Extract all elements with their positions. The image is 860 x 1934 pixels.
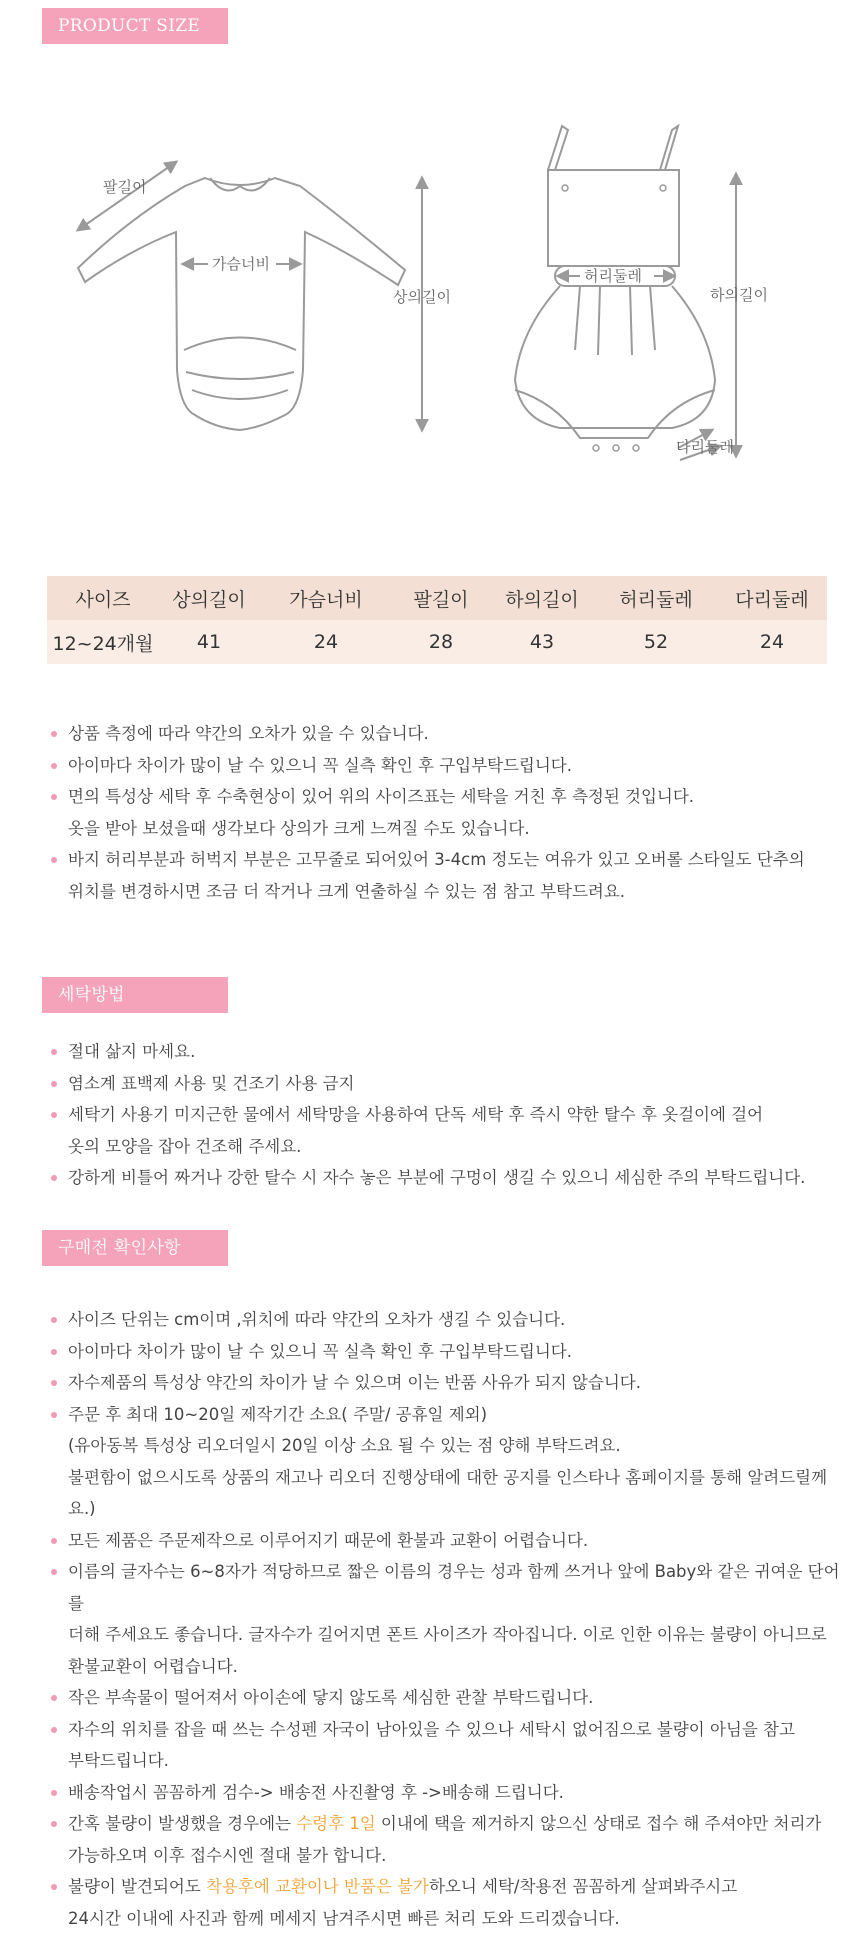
note-text: 이내에 택을 제거하지 않으신 상태로 접수 해 주셔야만 처리가 bbox=[376, 1814, 822, 1833]
list-item-defect bbox=[50, 1808, 850, 1871]
list-item bbox=[50, 1714, 850, 1777]
table-cell: 52 bbox=[595, 620, 717, 664]
size-notes-list bbox=[50, 718, 850, 907]
note-line: 바지 허리부분과 허벅지 부분은 고무줄로 되어있어 3-4cm 정도는 여유가 있고 오버롤 스타일도 단추의 bbox=[68, 844, 850, 876]
note-line: 배송작업시 꼼꼼하게 검수-> 배송전 사진촬영 후 ->배송해 드립니다. bbox=[68, 1777, 850, 1809]
label-sleeve: 팔길이 bbox=[103, 178, 146, 196]
list-item bbox=[50, 844, 850, 907]
table-cell: 28 bbox=[393, 620, 489, 664]
label-leg: 다리둘레 bbox=[676, 438, 734, 456]
list-item bbox=[50, 1336, 850, 1368]
note-line: 면의 특성상 세탁 후 수축현상이 있어 위의 사이즈표는 세탁을 거친 후 측정된 것입니다. bbox=[68, 781, 850, 813]
note-text: 불량이 발견되어도 bbox=[68, 1877, 206, 1896]
section-title-product-size: PRODUCT SIZE bbox=[42, 8, 228, 44]
table-cell: 43 bbox=[489, 620, 595, 664]
garment-size-diagram bbox=[0, 90, 860, 490]
list-item-exchange bbox=[50, 1871, 850, 1934]
note-line: 아이마다 차이가 많이 날 수 있으니 꼭 실측 확인 후 구입부탁드립니다. bbox=[68, 750, 850, 782]
note-line: 주문 후 최대 10~20일 제작기간 소요( 주말/ 공휴일 제외) bbox=[68, 1399, 850, 1431]
note-line: 강하게 비틀어 짜거나 강한 탈수 시 자수 놓은 부분에 구멍이 생길 수 있으니 세심한 주의 부탁드립니다. bbox=[68, 1162, 850, 1194]
note-line: 모든 제품은 주문제작으로 이루어지기 때문에 환불과 교환이 어렵습니다. bbox=[68, 1525, 850, 1557]
list-item bbox=[50, 718, 850, 750]
note-line: 위치를 변경하시면 조금 더 작거나 크게 연출하실 수 있는 점 참고 부탁드려요. bbox=[68, 876, 850, 908]
before-purchase-list bbox=[50, 1304, 850, 1934]
note-line: 24시간 이내에 사진과 함께 메세지 남겨주시면 빠른 처리 도와 드리겠습니다. bbox=[68, 1903, 850, 1934]
label-waist: 허리둘레 bbox=[584, 267, 642, 285]
size-table bbox=[47, 576, 827, 664]
note-text: 간혹 불량이 발생했을 경우에는 bbox=[68, 1814, 296, 1833]
table-cell: 41 bbox=[159, 620, 259, 664]
note-line: 부탁드립니다. bbox=[68, 1745, 850, 1777]
table-header-cell: 상의길이 bbox=[159, 576, 259, 620]
note-line bbox=[68, 1808, 850, 1840]
list-item bbox=[50, 1162, 850, 1194]
note-line: 자수제품의 특성상 약간의 차이가 날 수 있으며 이는 반품 사유가 되지 않습니다. bbox=[68, 1367, 850, 1399]
list-item bbox=[50, 1099, 850, 1162]
note-line: 불편함이 없으시도록 상품의 재고나 리오더 진행상태에 대한 공지를 인스타나 홈페이지를 통해 알려드릴께요.) bbox=[68, 1462, 850, 1525]
table-header-cell: 허리둘레 bbox=[595, 576, 717, 620]
table-cell: 24 bbox=[717, 620, 827, 664]
list-item bbox=[50, 1525, 850, 1557]
list-item bbox=[50, 1367, 850, 1399]
table-row bbox=[47, 620, 827, 664]
list-item bbox=[50, 1304, 850, 1336]
note-line: 염소계 표백제 사용 및 건조기 사용 금지 bbox=[68, 1068, 850, 1100]
list-item bbox=[50, 1399, 850, 1525]
table-header-cell: 가슴너비 bbox=[259, 576, 393, 620]
list-item bbox=[50, 1682, 850, 1714]
label-top-length: 상의길이 bbox=[393, 288, 451, 306]
table-header-cell: 하의길이 bbox=[489, 576, 595, 620]
label-chest: 가슴너비 bbox=[212, 255, 270, 273]
note-line: 절대 삶지 마세요. bbox=[68, 1036, 850, 1068]
list-item bbox=[50, 1036, 850, 1068]
list-item bbox=[50, 1556, 850, 1682]
list-item bbox=[50, 1068, 850, 1100]
note-line: 옷의 모양을 잡아 건조해 주세요. bbox=[68, 1131, 850, 1163]
note-line: 자수의 위치를 잡을 때 쓰는 수성펜 자국이 남아있을 수 있으나 세탁시 없어짐으로 불량이 아님을 참고 bbox=[68, 1714, 850, 1746]
table-cell: 12~24개월 bbox=[47, 620, 159, 664]
table-cell: 24 bbox=[259, 620, 393, 664]
highlight-text: 수령후 1일 bbox=[296, 1814, 376, 1833]
note-line: 이름의 글자수는 6~8자가 적당하므로 짧은 이름의 경우는 성과 함께 쓰거나 앞에 Baby와 같은 귀여운 단어를 bbox=[68, 1556, 850, 1619]
table-header-cell: 다리둘레 bbox=[717, 576, 827, 620]
note-line: (유아동복 특성상 리오더일시 20일 이상 소요 될 수 있는 점 양해 부탁드려요. bbox=[68, 1430, 850, 1462]
table-header-cell: 사이즈 bbox=[47, 576, 159, 620]
note-line: 상품 측정에 따라 약간의 오차가 있을 수 있습니다. bbox=[68, 718, 850, 750]
note-line: 세탁기 사용기 미지근한 물에서 세탁망을 사용하여 단독 세탁 후 즉시 약한 탈수 후 옷걸이에 걸어 bbox=[68, 1099, 850, 1131]
note-line: 가능하오며 이후 접수시엔 절대 불가 합니다. bbox=[68, 1840, 850, 1872]
note-line: 더해 주세요도 좋습니다. 글자수가 길어지면 폰트 사이즈가 작아집니다. 이로 인한 이유는 불량이 아니므로 bbox=[68, 1619, 850, 1651]
note-line: 아이마다 차이가 많이 날 수 있으니 꼭 실측 확인 후 구입부탁드립니다. bbox=[68, 1336, 850, 1368]
note-line bbox=[68, 1871, 850, 1903]
table-header-cell: 팔길이 bbox=[393, 576, 489, 620]
note-text: 하오니 세탁/착용전 꼼꼼하게 살펴봐주시고 bbox=[429, 1877, 737, 1896]
highlight-text: 착용후에 교환이나 반품은 불가 bbox=[206, 1877, 429, 1896]
section-title-before-purchase: 구매전 확인사항 bbox=[42, 1230, 228, 1266]
note-line: 환불교환이 어렵습니다. bbox=[68, 1651, 850, 1683]
list-item bbox=[50, 750, 850, 782]
label-bottom-length: 하의길이 bbox=[710, 286, 768, 304]
note-line: 사이즈 단위는 cm이며 ,위치에 따라 약간의 오차가 생길 수 있습니다. bbox=[68, 1304, 850, 1336]
bodysuit-illustration bbox=[78, 178, 405, 430]
list-item bbox=[50, 781, 850, 844]
washing-list bbox=[50, 1036, 850, 1194]
size-table-header-row bbox=[47, 576, 827, 620]
note-line: 옷을 받아 보셨을때 생각보다 상의가 크게 느껴질 수도 있습니다. bbox=[68, 813, 850, 845]
list-item bbox=[50, 1777, 850, 1809]
note-line: 작은 부속물이 떨어져서 아이손에 닿지 않도록 세심한 관찰 부탁드립니다. bbox=[68, 1682, 850, 1714]
section-title-washing: 세탁방법 bbox=[42, 977, 228, 1013]
